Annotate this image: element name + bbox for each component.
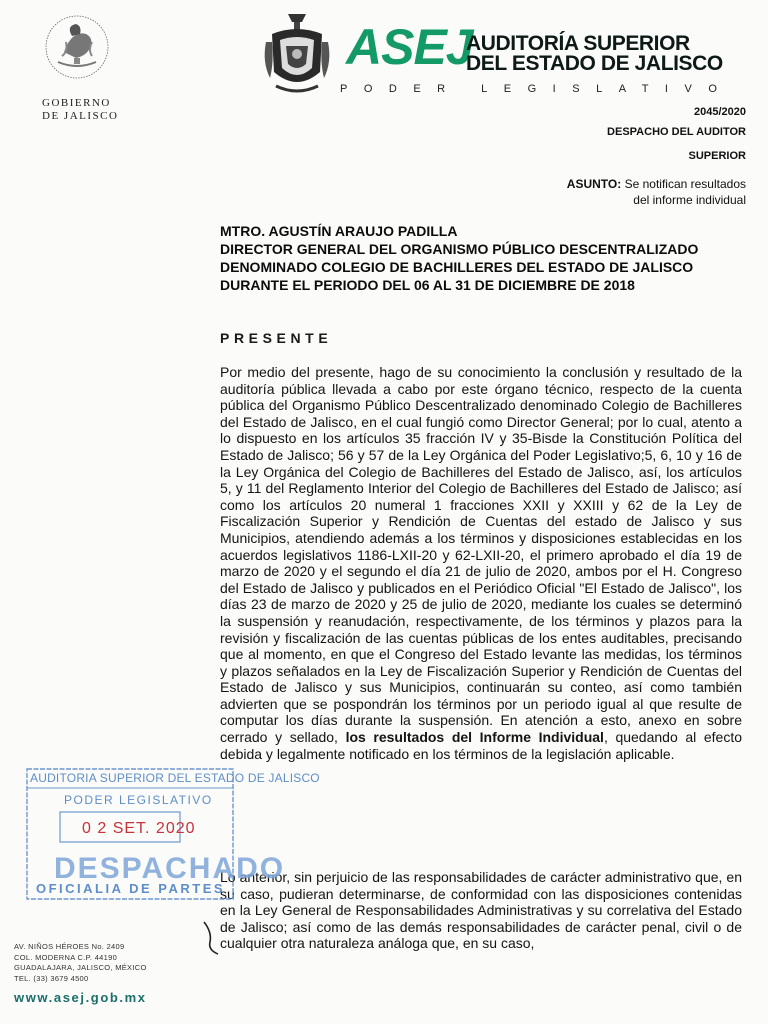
- para1-closing: , quedando al efecto debida y legalmente notificado en los términos de la legislación aplicable.: [220, 729, 742, 762]
- addressee-line-2: DIRECTOR GENERAL DEL ORGANISMO PÚBLICO DESCENTRALIZADO: [220, 241, 699, 257]
- stamp-line-2: PODER LEGISLATIVO: [64, 793, 213, 807]
- gobierno-label-1: GOBIERNO: [42, 97, 111, 109]
- office-line-2: SUPERIOR: [688, 150, 746, 162]
- footer-line-3: GUADALAJARA, JALISCO, MÉXICO: [14, 963, 147, 972]
- salutation: PRESENTE: [220, 330, 333, 346]
- addressee-block: [220, 222, 740, 294]
- jalisco-coat-of-arms-icon: [262, 12, 332, 96]
- pen-mark-icon: [200, 918, 230, 958]
- addressee-line-3: DENOMINADO COLEGIO DE BACHILLERES DEL ESTADO DE JALISCO: [220, 259, 694, 275]
- body-paragraph-2: Lo anterior, sin perjuicio de las responsabilidades de carácter administrativo que, en su caso, pudieran determinarse, de conformidad con las disposiciones contenidas en la Ley General de Responsabilidades Administrativas y su correlativa del Estado de Jalisco; así como de las demás responsabilidades de carácter penal, civil o de cualquier otra naturaleza análoga que, en su caso,: [220, 869, 742, 952]
- poder-legislativo-subtitle: PODER LEGISLATIVO: [340, 83, 734, 95]
- subject-label: ASUNTO:: [566, 177, 622, 191]
- gobierno-jalisco-logo: [36, 12, 126, 123]
- stamp-date: 0 2 SET. 2020: [82, 820, 196, 837]
- asej-title-line-1: AUDITORÍA SUPERIOR: [466, 32, 690, 55]
- para1-text: Por medio del presente, hago de su conocimiento la conclusión y resultado de la auditoría pública llevada a cabo por este órgano técnico, respecto de la cuenta pública del Organismo Público Descentralizado denominado Colegio de Bachilleres del Estado de Jalisco, en el cual fungió como Director General; por lo cual, atento a lo dispuesto en los artículos 35 fracción IV y 35-Bisde la Constitución Política del Estado de Jalisco; 56 y 57 de la Ley Orgánica del Poder Legislativo;5, 6, 10 y 16 de la Ley Orgánica del Colegio de Bachilleres del Estado de Jalisco, así, los artículos 5, y 11 del Reglamento Interior del Colegio de Bachilleres del Estado de Jalisco; así como los artículos 20 numeral 1 fracciones XXII y XXIII y 62 de la Ley de Fiscalización Superior y Rendición de Cuentas del estado de Jalisco y sus Municipios, atendiendo además a los términos y disposiciones establecidas en los acuerdos legislativos 1186-LXII-20 y 62-LXII-20, el primero aprobado el día 19 de marzo de 2020 y el segundo el día 21 de julio de 2020, ambos por el H. Congreso del Estado de Jalisco y publicados en el Periódico Oficial "El Estado de Jalisco", los días 23 de marzo de 2020 y 25 de julio de 2020, mediante los cuales se determinó la suspensión y reanudación, respectivamente, de los términos y plazos para la revisión y fiscalización de las cuentas públicas de los entes auditables, precisando que al momento, en que el Congreso del Estado levante las medidas, los términos y plazos señalados en la Ley de Fiscalización Superior y Rendición de Cuentas del Estado de Jalisco y sus Municipios, continuarán su conteo, así como también advierten que se pospondrán los términos por un periodo igual al que resulte de computar los días durante la suspensión. En atención a esto, anexo en sobre cerrado y sellado,: [220, 364, 742, 746]
- website-link[interactable]: www.asej.gob.mx: [14, 990, 147, 1005]
- mexican-eagle-seal-icon: [42, 12, 112, 82]
- stamp-oficialia: OFICIALIA DE PARTES: [36, 881, 226, 896]
- subject-line-1: Se notifican resultados: [624, 177, 746, 191]
- gobierno-label-2: DE JALISCO: [42, 110, 119, 122]
- footer-line-1: AV. NIÑOS HÉROES No. 2409: [14, 942, 125, 951]
- asej-title: [466, 34, 723, 74]
- footer-line-2: COL. MODERNA C.P. 44190: [14, 952, 118, 962]
- reception-stamp: [26, 768, 320, 900]
- stamp-line-1: AUDITORIA SUPERIOR DEL ESTADO DE JALISCO: [30, 771, 320, 785]
- footer-line-4: TEL. (33) 3679 4500: [14, 973, 89, 983]
- addressee-name: MTRO. AGUSTÍN ARAUJO PADILLA: [220, 223, 458, 239]
- footer-address: [14, 942, 147, 984]
- body-paragraph-1: [220, 364, 742, 762]
- document-number: 2045/2020: [694, 106, 746, 118]
- asej-wordmark: ASEJ: [346, 19, 473, 75]
- office-line-1: DESPACHO DEL AUDITOR: [607, 126, 746, 138]
- stamp-despachado: DESPACHADO: [54, 852, 286, 885]
- addressee-line-4: DURANTE EL PERIODO DEL 06 AL 31 DE DICIEMBRE DE 2018: [220, 277, 635, 293]
- asej-title-line-2: DEL ESTADO DE JALISCO: [466, 52, 723, 75]
- subject-block: [567, 176, 746, 208]
- subject-line-2: del informe individual: [633, 193, 746, 207]
- para1-bold-text: los resultados del Informe Individual: [345, 729, 604, 746]
